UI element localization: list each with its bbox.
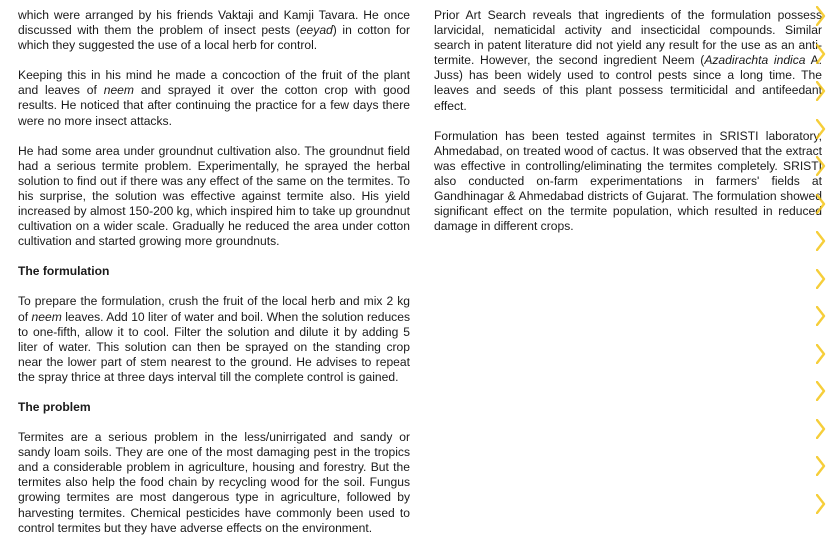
text: To prepare the formulation, crush the fruit of the local herb and mix 2 kg of bbox=[18, 294, 410, 324]
chevron-right-icon bbox=[816, 494, 826, 514]
chevron-right-icon bbox=[816, 344, 826, 364]
chevron-right-icon bbox=[816, 269, 826, 289]
text: ) in cotton for which they suggested the use of a local herb for control. bbox=[18, 23, 410, 53]
chevron-right-icon bbox=[816, 6, 826, 26]
italic-term: neem bbox=[103, 83, 134, 98]
text: and sprayed it over the cotton crop with good results. He noticed that after continuing the practice for a few days there were no more insect attacks. bbox=[18, 83, 410, 128]
paragraph-herb-suggestion bbox=[18, 8, 410, 53]
chevron-right-icon bbox=[816, 419, 826, 439]
text: leaves. Add 10 liter of water and boil. When the solution reduces to one-fifth, allow it to cool. Filter the solution and dilute it by adding 5 liter of water. This solution can then be sprayed on the standing crop near the lower part of stem nearest to the ground. He advises to repeat the spray thrice at three days interval till the complete control is gained. bbox=[18, 309, 410, 384]
heading-problem: The problem bbox=[18, 399, 91, 414]
heading-formulation: The formulation bbox=[18, 264, 110, 279]
right-column bbox=[434, 8, 822, 249]
paragraph-prior-art bbox=[434, 8, 822, 114]
paragraph-groundnut: He had some area under groundnut cultivation also. The groundnut field had a serious termite problem. Experimentally, he sprayed the herbal solution to find out if there was any effect of the same on the termites. To his surprise, the solution was effective against termite also. His yield increased by almost 150-200 kg, which inspired him to take up groundnut cultivation on a wider scale. Gradually he reduced the area under cotton cultivation and started growing more groundnuts. bbox=[18, 143, 410, 249]
text: which were arranged by his friends Vaktaji and Kamji Tavara. He once discussed with them the problem of insect pests ( bbox=[18, 8, 410, 38]
chevron-right-icon bbox=[816, 306, 826, 326]
italic-term: neem bbox=[31, 309, 62, 324]
text: Prior Art Search reveals that ingredients of the formulation possess larvicidal, nematicidal activity and insecticidal compounds. Similar search in patent literature did not yield any result for the use as an anti-termite. However, the second ingredient Neem ( bbox=[434, 8, 822, 68]
paragraph-testing: Formulation has been tested against termites in SRISTI laboratory, Ahmedabad, on treated wood of cactus. It was observed that the extract was effective in controlling/eliminating the termites completely. SRISTI also conducted on-farm experimentations in farmers' fields at Gandhinagar & Ahmedabad districts of Gujarat. The formulation showed significant effect on the termite population, which resulted in reduced damage in different crops. bbox=[434, 128, 822, 234]
chevron-right-icon bbox=[816, 231, 826, 251]
paragraph-concoction bbox=[18, 68, 410, 128]
chevron-right-icon bbox=[816, 81, 826, 101]
chevron-right-icon bbox=[816, 381, 826, 401]
chevron-right-icon bbox=[816, 456, 826, 476]
chevron-right-icon bbox=[816, 156, 826, 176]
left-column bbox=[18, 8, 410, 551]
paragraph-problem: Termites are a serious problem in the less/unirrigated and sandy or sandy loam soils. They are one of the most damaging pest in the tropics and a considerable problem in agriculture, housing and forestry. But the termites also help the food chain by recycling wood for the soil. Fungus growing termites are most dangerous type in agriculture, followed by harvesting termites. Chemical pesticides have commonly been used to control termites but they have adverse effects on the environment. bbox=[18, 430, 410, 535]
italic-term: eeyad bbox=[299, 23, 333, 38]
chevron-right-icon bbox=[816, 119, 826, 139]
text: A. Juss) has been widely used to control pests since a long time. The leaves and seeds of this plant possess termiticidal and antifeedant effect. bbox=[434, 53, 823, 113]
chevron-border-decoration bbox=[812, 0, 826, 518]
paragraph-formulation bbox=[18, 294, 410, 385]
chevron-right-icon bbox=[816, 44, 826, 64]
italic-term: Azadirachta indica bbox=[704, 53, 806, 68]
text: Keeping this in his mind he made a concoction of the fruit of the plant and leaves of bbox=[18, 68, 410, 98]
chevron-right-icon bbox=[816, 194, 826, 214]
